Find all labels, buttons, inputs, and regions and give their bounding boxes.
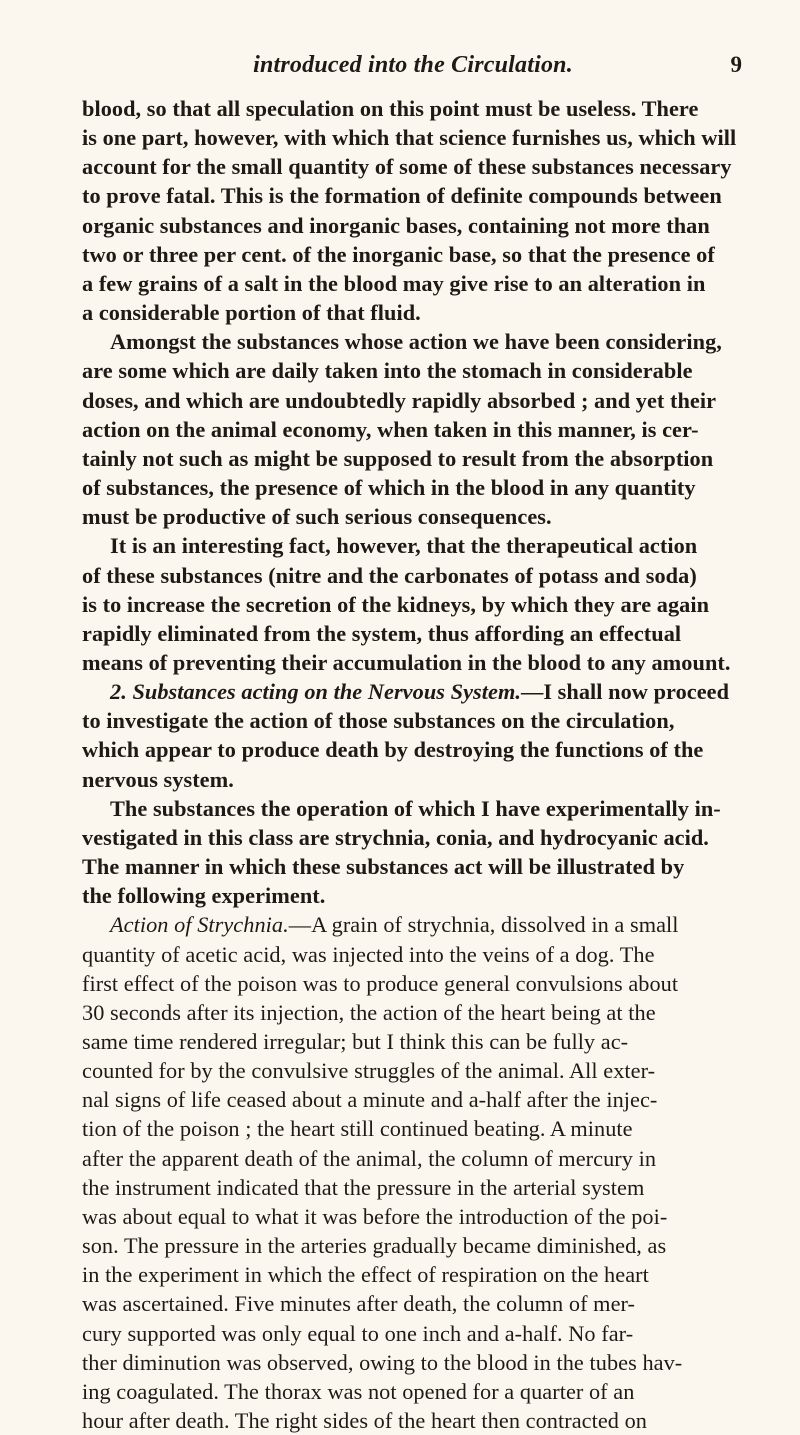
text-line: the instrument indicated that the pressure in the arterial system	[82, 1174, 645, 1200]
text-line: to investigate the action of those substances on the circulation,	[82, 708, 675, 734]
text-line: son. The pressure in the arteries gradually became diminished, as	[82, 1233, 667, 1259]
text-line: nal signs of life ceased about a minute and a-half after the injec-	[82, 1087, 658, 1113]
text-line: The substances the operation of which I have experimentally in-	[110, 795, 721, 821]
text-line: tainly not such as might be supposed to result from the absorption	[82, 445, 714, 471]
text-line: first effect of the poison was to produce general convulsions about	[82, 970, 679, 996]
section-heading: 2. Substances acting on the Nervous System.	[110, 679, 521, 705]
text-line: is one part, however, with which that science furnishes us, which will	[82, 125, 737, 151]
text-line: same time rendered irregular; but I think this can be fully ac-	[82, 1029, 629, 1054]
text-line: was about equal to what it was before the introduction of the poi-	[82, 1203, 668, 1229]
text-line: ing coagulated. The thorax was not opened for a quarter of an	[82, 1378, 635, 1404]
text-line: The manner in which these substances act will be illustrated by	[82, 854, 685, 880]
section-lead-text: —I shall now proceed	[520, 679, 730, 705]
running-head	[82, 52, 744, 86]
text-line: tion of the poison ; the heart still continued beating. A minute	[82, 1116, 633, 1142]
text-line: rapidly eliminated from the system, thus affording an effectual	[82, 620, 682, 646]
text-line: in the experiment in which the effect of respiration on the heart	[82, 1262, 649, 1288]
text-line: of substances, the presence of which in the blood in any quantity	[82, 475, 696, 501]
text-line: doses, and which are undoubtedly rapidly absorbed ; and yet their	[82, 387, 717, 413]
section-lead-line	[82, 677, 744, 706]
text-line: 30 seconds after its injection, the action of the heart being at the	[82, 999, 656, 1025]
subsection-lead-text: —A grain of strychnia, dissolved in a small	[288, 912, 679, 938]
text-line: ther diminution was observed, owing to the blood in the tubes hav-	[82, 1349, 683, 1375]
text-line: after the apparent death of the animal, the column of mercury in	[82, 1145, 657, 1171]
text-line: is to increase the secretion of the kidneys, by which they are again	[82, 591, 710, 617]
text-line: cury supported was only equal to one inch and a-half. No far-	[82, 1320, 634, 1346]
text-line: organic substances and inorganic bases, containing not more than	[82, 212, 710, 238]
text-line: nervous system.	[82, 766, 234, 792]
text-line: was ascertained. Five minutes after death, the column of mer-	[82, 1291, 636, 1317]
text-line: are some which are daily taken into the stomach in considerable	[82, 358, 693, 384]
text-line: account for the small quantity of some of these substances necessary	[82, 154, 732, 180]
text-line: a considerable portion of that fluid.	[82, 300, 421, 326]
text-line: the following experiment.	[82, 883, 326, 909]
text-line: means of preventing their accumulation in the blood to any amount.	[82, 649, 731, 675]
text-line: which appear to produce death by destroying the functions of the	[82, 737, 704, 763]
subsection-lead-line	[82, 910, 744, 939]
text-line: must be productive of such serious consequences.	[82, 504, 552, 530]
text-line: vestigated in this class are strychnia, conia, and hydrocyanic acid.	[82, 824, 709, 850]
text-line: quantity of acetic acid, was injected into the veins of a dog. The	[82, 941, 655, 967]
text-line: a few grains of a salt in the blood may give rise to an alteration in	[82, 270, 706, 296]
text-line: two or three per cent. of the inorganic base, so that the presence of	[82, 241, 715, 267]
page-number: 9	[730, 52, 742, 77]
running-title: introduced into the Circulation.	[253, 52, 573, 78]
body-text	[82, 94, 744, 1435]
text-line: counted for by the convulsive struggles of the animal. All exter-	[82, 1058, 656, 1084]
text-line: action on the animal economy, when taken in this manner, is cer-	[82, 416, 699, 442]
text-line: to prove fatal. This is the formation of definite compounds between	[82, 183, 722, 209]
text-line: of these substances (nitre and the carbonates of potass and soda)	[82, 562, 697, 588]
subsection-heading: Action of Strychnia.	[110, 912, 289, 938]
text-line: blood, so that all speculation on this point must be useless. There	[82, 96, 699, 121]
text-line: It is an interesting fact, however, that the therapeutical action	[110, 533, 698, 559]
text-line: Amongst the substances whose action we have been considering,	[110, 329, 722, 355]
text-line: hour after death. The right sides of the heart then contracted on	[82, 1408, 648, 1434]
